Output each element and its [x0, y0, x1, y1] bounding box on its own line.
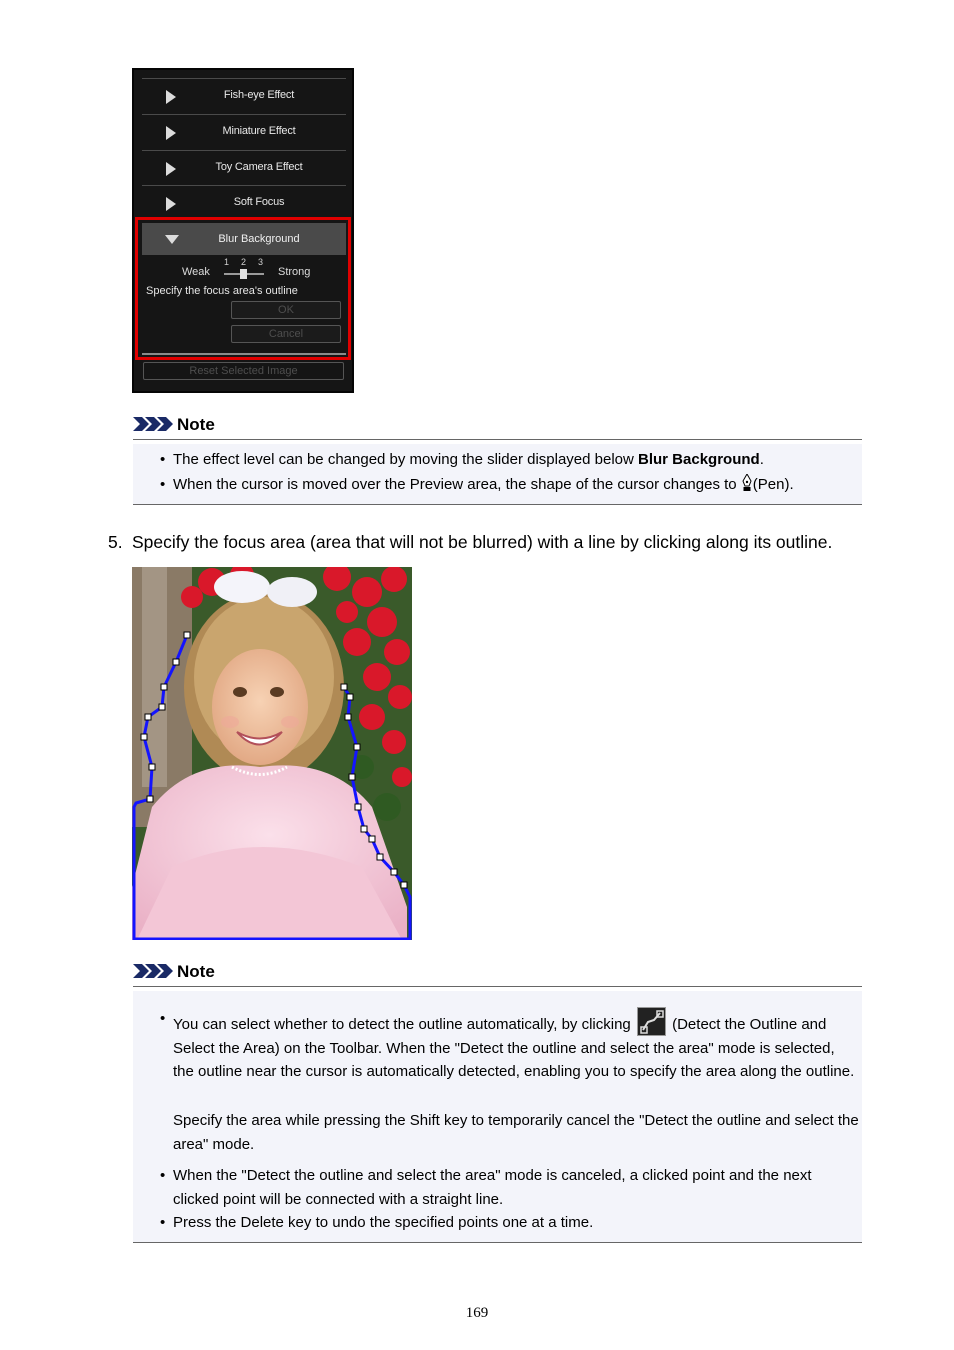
note-text: You can select whether to detect the outline automatically, by clicking [173, 1016, 635, 1033]
bullet: • [160, 476, 166, 493]
focus-area-instruction: Specify the focus area's outline [146, 285, 298, 297]
page-number: 169 [465, 1305, 489, 1321]
effect-label: Blur Background [218, 233, 300, 245]
note-header [133, 962, 862, 987]
effect-label: Fish-eye Effect [223, 89, 295, 101]
effect-item-soft-focus[interactable] [142, 185, 346, 221]
note-chevron-icon [133, 417, 173, 431]
bullet: • [160, 1010, 166, 1027]
bullet: • [160, 451, 166, 468]
step-5 [108, 532, 832, 553]
effects-panel-screenshot [132, 68, 354, 393]
note-text: (Pen). [752, 476, 794, 493]
bold-term: Blur Background [638, 451, 760, 468]
effect-label: Miniature Effect [222, 125, 296, 137]
note-text: . [759, 451, 764, 468]
effect-item-toy-camera[interactable] [142, 150, 346, 186]
note-item: When the "Detect the outline and select the area" mode is canceled, a clicked point and the next clicked point will be connected with a straight line. [173, 1167, 812, 1208]
note-item [173, 448, 859, 472]
note-item [173, 473, 859, 497]
note-title: Note [177, 415, 215, 434]
tick-label: 1 [224, 257, 230, 267]
step-number: 5. [108, 532, 123, 552]
tick-label: 3 [258, 257, 264, 267]
effect-label: Soft Focus [233, 196, 285, 208]
bullet: • [160, 1214, 166, 1231]
note-text: The effect level can be changed by moving the slider displayed below [173, 451, 639, 468]
note-title: Note [177, 962, 215, 981]
detect-outline-icon[interactable] [637, 1007, 666, 1036]
note-text: (Detect the Outline and Select the Area) on the Toolbar. When the "Detect the outline and select the area" mode is selected, the outline near the cursor is automatically detected, enabling you to specify the area along the outline. [173, 1016, 855, 1080]
note-body [133, 991, 862, 1243]
bullet: • [160, 1167, 166, 1184]
effect-item-fish-eye[interactable] [142, 78, 346, 114]
note-body [133, 444, 862, 505]
note-chevron-icon [133, 964, 173, 978]
note-item [173, 1007, 859, 1084]
note-item: Press the Delete key to undo the specified points one at a time. [173, 1214, 594, 1231]
note-header [133, 415, 862, 440]
reset-selected-image-button[interactable]: Reset Selected Image [143, 362, 344, 380]
effect-label: Toy Camera Effect [215, 161, 303, 173]
note-paragraph: Specify the area while pressing the Shift key to temporarily cancel the "Detect the outline and select the area" mode. [173, 1112, 859, 1153]
slider-strong-label: Strong [278, 266, 311, 278]
cancel-button[interactable]: Cancel [231, 325, 341, 343]
effect-item-miniature[interactable] [142, 114, 346, 150]
red-highlight-frame [135, 217, 351, 360]
ok-button[interactable]: OK [231, 301, 341, 319]
pen-cursor-icon [741, 474, 753, 492]
tick-label: 2 [241, 257, 247, 267]
preview-photo-with-outline [132, 567, 412, 940]
step-text: Specify the focus area (area that will not be blurred) with a line by clicking along its outline. [132, 532, 833, 552]
note-text: When the cursor is moved over the Preview area, the shape of the cursor changes to [173, 476, 741, 493]
slider-weak-label: Weak [182, 266, 210, 278]
